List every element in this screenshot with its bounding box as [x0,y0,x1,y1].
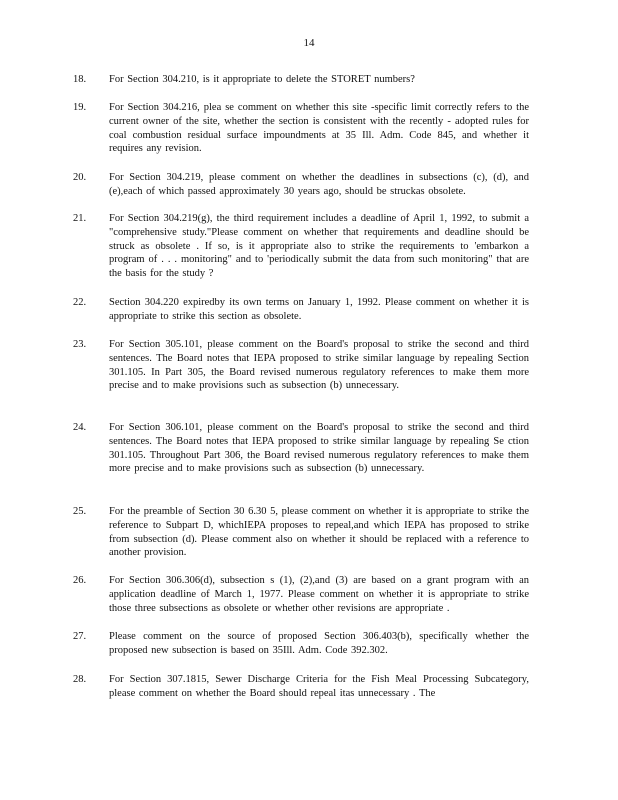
item-number: 22. [73,297,87,308]
item-number: 23. [73,339,87,350]
item-text: For Section 306.101, please comment on the Board's proposal to strike the second and third sentences. The Board notes that IEPA proposed to strike similar language by repealing Se ction 301.105. Throughout Part 306, the Board revised numerous regulatory references to make them more precise and to make provisions such as subsection (b) unnecessary. [109,422,529,475]
item-text: For Section 307.1815, Sewer Discharge Criteria for the Fish Meal Processing Subcategory, please comment on whether the Board should repeal itas unnecessary . The [109,674,529,699]
item-number: 27. [73,631,87,642]
item-number: 18. [73,74,87,85]
item-text: For Section 304.216, plea se comment on whether this site -specific limit correctly refers to the current owner of the site, whether the section is consistent with the recently - adopted rules for coal combustion residual surface impoundments at 35 Ill. Adm. Code 845, and whether it requires any revision. [109,102,529,155]
item-number: 19. [73,102,87,113]
item-number: 26. [73,575,87,586]
item-text: For the preamble of Section 30 6.30 5, please comment on whether it is appropriate to strike the reference to Subpart D, whichIEPA proposes to repeal,and which IEPA has proposed to strike from subsection (d). Please comment also on whether it should be replaced with a reference to another provision. [109,506,529,559]
item-number: 28. [73,674,87,685]
item-number: 20. [73,172,87,183]
item-text: Please comment on the source of proposed Section 306.403(b), specifically whether the proposed new subsection is based on 35Ill. Adm. Code 392.302. [109,631,529,656]
item-text: For Section 304.210, is it appropriate to delete the STORET numbers? [109,74,415,85]
item-text: Section 304.220 expiredby its own terms on January 1, 1992. Please comment on whether it is appropriate to strike this section as obsolete. [109,297,529,322]
item-text: For Section 304.219, please comment on whether the deadlines in subsections (c), (d), and (e),each of which passed approximately 30 years ago, should be struckas obsolete. [109,172,529,197]
item-text: For Section 304.219(g), the third requirement includes a deadline of April 1, 1992, to submit a "comprehensive study."Please comment on whether that requirements and deadline should be struck as obsolete . If so, is it appropriate also to strike the requirements to 'embarkon a program of . . . monitoring" and to 'periodically submit the data from such monitoring" that are the basis for the study ? [109,213,529,280]
item-number: 25. [73,506,87,517]
item-text: For Section 306.306(d), subsection s (1), (2),and (3) are based on a grant program with an application deadline of March 1, 1977. Please comment on whether it is appropriate to strike those three subsections as obsolete or whether other revisions are appropriate . [109,575,529,614]
item-text: For Section 305.101, please comment on the Board's proposal to strike the second and third sentences. The Board notes that IEPA proposed to strike similar language by repealing Section 301.105. In Part 305, the Board revised numerous regulatory references to make them more precise and to make provisions such as subsection (b) unnecessary. [109,339,529,392]
page-number: 14 [303,37,315,49]
item-number: 21. [73,213,87,224]
item-number: 24. [73,422,87,433]
